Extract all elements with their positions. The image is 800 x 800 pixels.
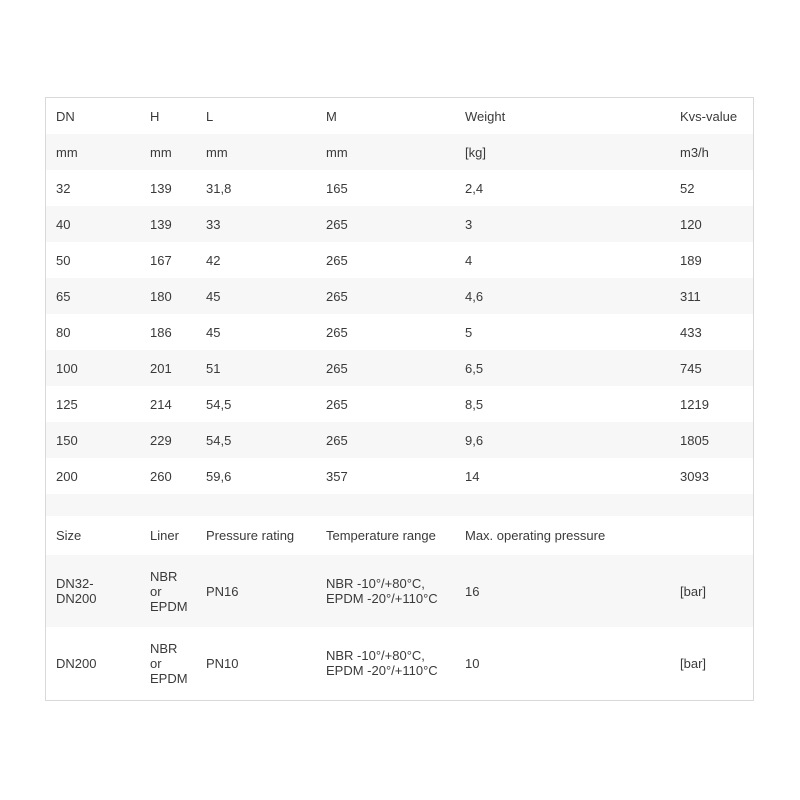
table-row xyxy=(46,314,753,350)
table-cell: 2,4 xyxy=(465,180,484,196)
table-cell: 51 xyxy=(196,350,316,386)
dimensions-table xyxy=(46,98,753,494)
table-cell: 50 xyxy=(56,252,71,268)
table-cell: mm xyxy=(196,134,316,170)
pressure-rating-cell: PN16 xyxy=(196,555,316,627)
properties-header-row xyxy=(46,516,753,555)
table-cell: 200 xyxy=(56,468,78,484)
table-cell: L xyxy=(206,108,214,124)
table-cell: 139 xyxy=(140,206,196,242)
table-cell: 6,5 xyxy=(455,350,670,386)
table-cell: 265 xyxy=(316,422,455,458)
table-cell: Kvs-value xyxy=(680,108,738,124)
table-cell: 214 xyxy=(150,396,172,412)
table-cell: 125 xyxy=(56,396,78,412)
table-cell: 8,5 xyxy=(465,396,484,412)
table-row xyxy=(46,206,753,242)
table-header-cell xyxy=(670,516,753,555)
table-header-cell: Liner xyxy=(150,528,179,543)
table-cell: 1805 xyxy=(670,422,753,458)
table-row xyxy=(46,458,753,494)
table-cell: H xyxy=(150,108,160,124)
table-header-cell: Max. operating pressure xyxy=(465,528,606,543)
table-cell: 265 xyxy=(316,278,455,314)
table-cell: 14 xyxy=(465,468,480,484)
size-cell xyxy=(46,555,140,627)
table-cell: 265 xyxy=(326,252,348,268)
properties-row xyxy=(46,555,753,627)
liner-cell-line: or xyxy=(150,583,162,599)
temperature-cell xyxy=(316,627,455,699)
table-cell: mm xyxy=(140,134,196,170)
table-cell: 59,6 xyxy=(206,468,232,484)
temperature-cell xyxy=(316,555,455,627)
table-cell: 9,6 xyxy=(455,422,670,458)
table-cell: 165 xyxy=(326,180,348,196)
liner-cell-line: EPDM xyxy=(150,598,188,614)
temperature-cell-line: EPDM -20°/+110°C xyxy=(326,663,438,678)
table-cell: 265 xyxy=(316,206,455,242)
table-header-row xyxy=(46,98,753,134)
table-row xyxy=(46,242,753,278)
properties-table-body xyxy=(46,516,753,699)
table-cell: 100 xyxy=(46,350,140,386)
liner-cell-line: or xyxy=(150,655,162,671)
max-pressure-cell: 10 xyxy=(465,655,480,671)
size-cell-line: DN32- xyxy=(56,576,94,591)
table-cell: 52 xyxy=(680,180,695,196)
table-cell: 201 xyxy=(140,350,196,386)
table-cell: 120 xyxy=(670,206,753,242)
table-cell: 3093 xyxy=(680,468,709,484)
table-cell: 42 xyxy=(206,252,221,268)
table-row xyxy=(46,386,753,422)
table-cell: 229 xyxy=(140,422,196,458)
table-cell: 40 xyxy=(46,206,140,242)
table-cell: 4 xyxy=(465,252,473,268)
table-cell: 260 xyxy=(150,468,172,484)
liner-cell xyxy=(140,627,196,699)
table-cell: 150 xyxy=(46,422,140,458)
table-row xyxy=(46,350,753,386)
unit-cell: [bar] xyxy=(670,555,753,627)
table-divider xyxy=(46,494,753,516)
table-cell: 265 xyxy=(326,324,348,340)
size-cell-line: DN200 xyxy=(56,655,97,671)
table-cell: mm xyxy=(316,134,455,170)
table-header-cell: Pressure rating xyxy=(206,528,295,543)
table-cell: mm xyxy=(46,134,140,170)
table-row xyxy=(46,422,753,458)
table-cell: 1219 xyxy=(680,396,709,412)
liner-cell-line: NBR xyxy=(150,640,178,656)
table-cell: [kg] xyxy=(455,134,670,170)
table-units-row xyxy=(46,134,753,170)
table-row xyxy=(46,278,753,314)
table-cell: M xyxy=(326,108,337,124)
table-header-cell: Temperature range xyxy=(326,528,436,543)
table-cell: 139 xyxy=(150,180,172,196)
table-cell: 3 xyxy=(455,206,670,242)
liner-cell xyxy=(140,555,196,627)
table-cell: 80 xyxy=(56,324,71,340)
table-header-cell: Size xyxy=(56,528,82,543)
max-pressure-cell: 16 xyxy=(455,555,670,627)
size-cell xyxy=(46,627,140,699)
table-row xyxy=(46,170,753,206)
table-cell: 54,5 xyxy=(196,422,316,458)
table-cell: 433 xyxy=(680,324,702,340)
table-cell: 265 xyxy=(316,350,455,386)
dimensions-table-body xyxy=(46,98,753,494)
table-cell: Weight xyxy=(465,108,506,124)
table-cell: 167 xyxy=(150,252,172,268)
table-cell: 4,6 xyxy=(455,278,670,314)
table-cell: 745 xyxy=(670,350,753,386)
table-cell: 5 xyxy=(465,324,473,340)
table-cell: 32 xyxy=(56,180,71,196)
pressure-rating-cell: PN10 xyxy=(206,655,239,671)
table-cell: 65 xyxy=(46,278,140,314)
table-cell: DN xyxy=(56,108,75,124)
liner-cell-line: EPDM xyxy=(150,670,188,686)
table-cell: 311 xyxy=(670,278,753,314)
table-cell: 265 xyxy=(326,396,348,412)
table-cell: m3/h xyxy=(670,134,753,170)
table-cell: 357 xyxy=(326,468,348,484)
table-cell: 180 xyxy=(140,278,196,314)
table-cell: 45 xyxy=(206,324,221,340)
table-cell: 189 xyxy=(680,252,702,268)
temperature-cell-line: NBR -10°/+80°C, xyxy=(326,576,425,591)
temperature-cell-line: NBR -10°/+80°C, xyxy=(326,648,425,663)
properties-row xyxy=(46,627,753,699)
size-cell-line: DN200 xyxy=(56,591,97,606)
spec-table-panel xyxy=(45,97,754,701)
table-cell: 54,5 xyxy=(206,396,232,412)
liner-cell-line: NBR xyxy=(150,568,178,584)
table-cell: 186 xyxy=(150,324,172,340)
temperature-cell-line: EPDM -20°/+110°C xyxy=(326,591,438,606)
table-cell: 45 xyxy=(196,278,316,314)
table-cell: 31,8 xyxy=(206,180,232,196)
table-cell: 33 xyxy=(196,206,316,242)
properties-table xyxy=(46,516,753,699)
unit-cell: [bar] xyxy=(680,655,707,671)
